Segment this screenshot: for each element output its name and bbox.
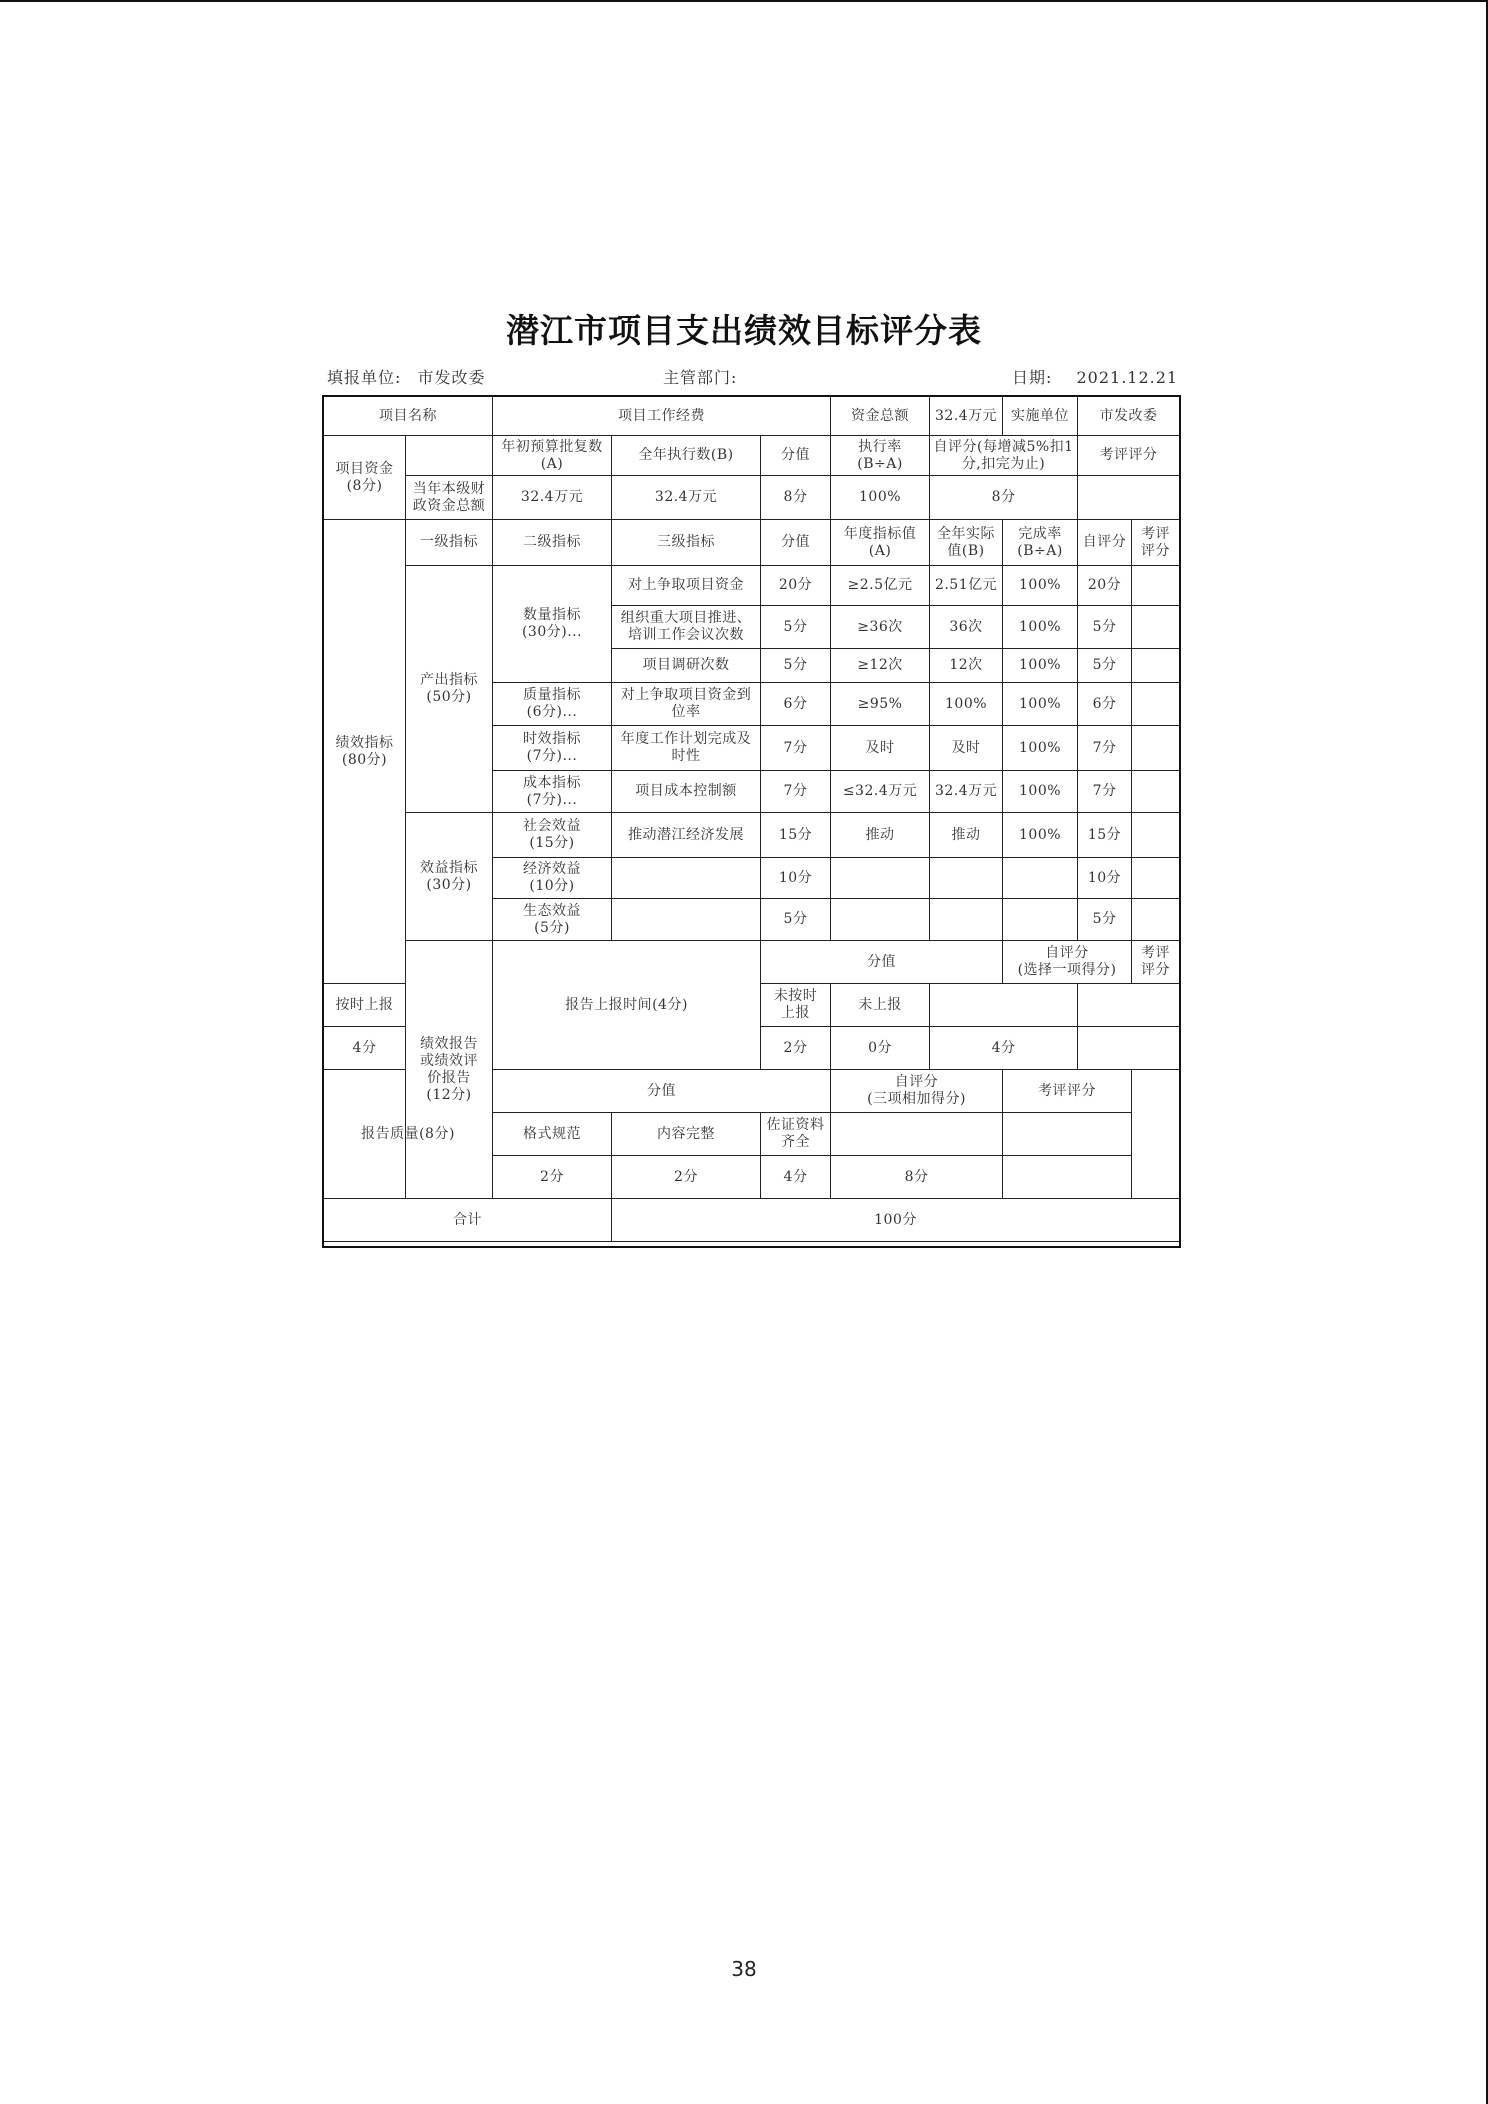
report-quality-review-head: 考评评分 [1003, 1070, 1132, 1113]
l3-cell: 年度工作计划完成及时性 [612, 726, 761, 771]
score-cell: 6分 [761, 683, 831, 726]
review-cell [1132, 606, 1180, 649]
table-row [324, 397, 1180, 436]
funds-col-self: 自评分(每增减5%扣1分,扣完为止) [930, 436, 1078, 476]
quality-value: 2分 [493, 1156, 612, 1199]
perf-section-label: 绩效指标 (80分) [324, 520, 406, 984]
perf-col-target: 年度指标值 (A) [831, 520, 930, 566]
review-cell [1132, 726, 1180, 771]
funds-self: 8分 [930, 476, 1078, 520]
self-cell: 15分 [1078, 813, 1132, 858]
report-quality-label: 报告质量(8分) [324, 1070, 493, 1199]
self-cell: 5分 [1078, 606, 1132, 649]
self-cell: 5分 [1078, 899, 1132, 941]
perf-col-rate: 完成率 (B÷A) [1003, 520, 1078, 566]
quality-option: 佐证资料齐全 [761, 1113, 831, 1156]
time-self-blank [930, 984, 1078, 1027]
funds-section-label: 项目资金 (8分) [324, 436, 406, 520]
actual-cell: 100% [930, 683, 1003, 726]
quality-self-blank [831, 1113, 1003, 1156]
score-cell: 10分 [761, 858, 831, 899]
project-name-label: 项目名称 [324, 397, 493, 436]
actual-cell [930, 858, 1003, 899]
project-name-value: 项目工作经费 [493, 397, 831, 436]
quality-option: 格式规范 [493, 1113, 612, 1156]
review-cell [1132, 649, 1180, 683]
page-title: 潜江市项目支出绩效目标评分表 [506, 311, 982, 350]
table-row [324, 941, 1180, 984]
score-cell: 7分 [761, 726, 831, 771]
funds-score: 8分 [761, 476, 831, 520]
funds-blank-cell [406, 436, 493, 476]
date-value: 2021.12.21 [1076, 368, 1179, 387]
funds-budget: 32.4万元 [493, 476, 612, 520]
l3-cell: 对上争取项目资金 [612, 566, 761, 606]
l3-cell: 推动潜江经济发展 [612, 813, 761, 858]
fill-unit [327, 365, 486, 388]
fill-unit-label: 填报单位: [327, 368, 402, 387]
time-value: 4分 [324, 1027, 406, 1070]
time-review-score [1078, 1027, 1180, 1070]
impl-unit-label: 实施单位 [1003, 397, 1078, 436]
score-table [323, 396, 1180, 1242]
score-cell: 5分 [761, 649, 831, 683]
time-self-score: 4分 [930, 1027, 1078, 1070]
target-cell: ≥12次 [831, 649, 930, 683]
perf-col-l3: 三级指标 [612, 520, 761, 566]
l3-cell: 对上争取项目资金到位率 [612, 683, 761, 726]
self-cell: 7分 [1078, 771, 1132, 813]
funds-col-budget: 年初预算批复数 (A) [493, 436, 612, 476]
report-quality-score-head: 分值 [493, 1070, 831, 1113]
funds-col-rate: 执行率 (B÷A) [831, 436, 930, 476]
benefit-indicator-label: 效益指标 (30分) [406, 813, 493, 941]
total-value: 100分 [612, 1199, 1180, 1242]
l3-cell [612, 858, 761, 899]
quality-value: 4分 [761, 1156, 831, 1199]
time-value: 0分 [831, 1027, 930, 1070]
funds-exec: 32.4万元 [612, 476, 761, 520]
time-option: 未上报 [831, 984, 930, 1027]
actual-cell: 36次 [930, 606, 1003, 649]
target-cell: ≥36次 [831, 606, 930, 649]
quality-review-blank [1003, 1113, 1132, 1156]
review-cell [1132, 566, 1180, 606]
quality-self-score: 8分 [831, 1156, 1003, 1199]
actual-cell: 及时 [930, 726, 1003, 771]
dept [663, 365, 737, 388]
report-time-label: 报告上报时间(4分) [493, 941, 761, 1070]
rate-cell: 100% [1003, 726, 1078, 771]
actual-cell: 32.4万元 [930, 771, 1003, 813]
rate-cell: 100% [1003, 813, 1078, 858]
target-cell [831, 899, 930, 941]
table-row [324, 476, 1180, 520]
quantity-indicator-label: 数量指标 (30分)... [493, 566, 612, 683]
date [1012, 365, 1178, 388]
perf-col-self: 自评分 [1078, 520, 1132, 566]
fill-unit-value: 市发改委 [417, 368, 486, 387]
l2-cell: 时效指标 (7分)... [493, 726, 612, 771]
funds-review [1078, 476, 1180, 520]
target-cell: 及时 [831, 726, 930, 771]
table-row [324, 1199, 1180, 1242]
table-row [324, 520, 1180, 566]
fund-total-value: 32.4万元 [930, 397, 1003, 436]
date-label: 日期: [1012, 368, 1053, 387]
report-time-self-head: 自评分 (选择一项得分) [1003, 941, 1132, 984]
review-cell [1132, 858, 1180, 899]
report-section-label: 绩效报告 或绩效评 价报告 (12分) [406, 941, 493, 1199]
table-row [324, 566, 1180, 606]
report-time-review-head: 考评 评分 [1132, 941, 1180, 984]
time-value: 2分 [761, 1027, 831, 1070]
total-label: 合计 [324, 1199, 612, 1242]
time-option: 未按时 上报 [761, 984, 831, 1027]
self-cell: 10分 [1078, 858, 1132, 899]
target-cell: ≤32.4万元 [831, 771, 930, 813]
score-cell: 5分 [761, 899, 831, 941]
perf-col-score: 分值 [761, 520, 831, 566]
review-cell [1132, 683, 1180, 726]
funds-col-exec: 全年执行数(B) [612, 436, 761, 476]
impl-unit-value: 市发改委 [1078, 397, 1180, 436]
l2-cell: 经济效益 (10分) [493, 858, 612, 899]
quality-review-score [1003, 1156, 1132, 1199]
table-row [324, 813, 1180, 858]
perf-col-l2: 二级指标 [493, 520, 612, 566]
l3-cell: 项目成本控制额 [612, 771, 761, 813]
l3-cell: 组织重大项目推进、培训工作会议次数 [612, 606, 761, 649]
self-cell: 20分 [1078, 566, 1132, 606]
funds-col-score: 分值 [761, 436, 831, 476]
fund-total-label: 资金总额 [831, 397, 930, 436]
review-cell [1132, 899, 1180, 941]
actual-cell: 2.51亿元 [930, 566, 1003, 606]
output-indicator-label: 产出指标 (50分) [406, 566, 493, 813]
l3-cell: 项目调研次数 [612, 649, 761, 683]
actual-cell [930, 899, 1003, 941]
rate-cell: 100% [1003, 649, 1078, 683]
time-review-blank [1078, 984, 1180, 1027]
rate-cell: 100% [1003, 771, 1078, 813]
funds-row-label: 当年本级财政资金总额 [406, 476, 493, 520]
self-cell: 6分 [1078, 683, 1132, 726]
rate-cell: 100% [1003, 606, 1078, 649]
table-row [324, 436, 1180, 476]
page-top-border [0, 0, 1488, 2]
rate-cell: 100% [1003, 683, 1078, 726]
target-cell: 推动 [831, 813, 930, 858]
l2-cell: 社会效益 (15分) [493, 813, 612, 858]
review-cell [1132, 771, 1180, 813]
target-cell [831, 858, 930, 899]
page-number: 38 [731, 1957, 757, 1981]
l2-cell: 成本指标 (7分)... [493, 771, 612, 813]
dept-label: 主管部门: [663, 368, 738, 387]
target-cell: ≥95% [831, 683, 930, 726]
target-cell: ≥2.5亿元 [831, 566, 930, 606]
l2-cell: 生态效益 (5分) [493, 899, 612, 941]
score-cell: 20分 [761, 566, 831, 606]
time-option: 按时上报 [324, 984, 406, 1027]
perf-col-l1: 一级指标 [406, 520, 493, 566]
l2-cell: 质量指标 (6分)... [493, 683, 612, 726]
score-cell: 7分 [761, 771, 831, 813]
actual-cell: 12次 [930, 649, 1003, 683]
self-cell: 5分 [1078, 649, 1132, 683]
l3-cell [612, 899, 761, 941]
rate-cell [1003, 899, 1078, 941]
rate-cell: 100% [1003, 566, 1078, 606]
funds-col-review: 考评评分 [1078, 436, 1180, 476]
rate-cell [1003, 858, 1078, 899]
perf-col-review: 考评评分 [1132, 520, 1180, 566]
score-cell: 5分 [761, 606, 831, 649]
actual-cell: 推动 [930, 813, 1003, 858]
quality-value: 2分 [612, 1156, 761, 1199]
report-time-score-head: 分值 [761, 941, 1003, 984]
report-quality-self-head: 自评分 (三项相加得分) [831, 1070, 1003, 1113]
self-cell: 7分 [1078, 726, 1132, 771]
score-cell: 15分 [761, 813, 831, 858]
funds-rate: 100% [831, 476, 930, 520]
review-cell [1132, 813, 1180, 858]
quality-option: 内容完整 [612, 1113, 761, 1156]
perf-col-actual: 全年实际值(B) [930, 520, 1003, 566]
